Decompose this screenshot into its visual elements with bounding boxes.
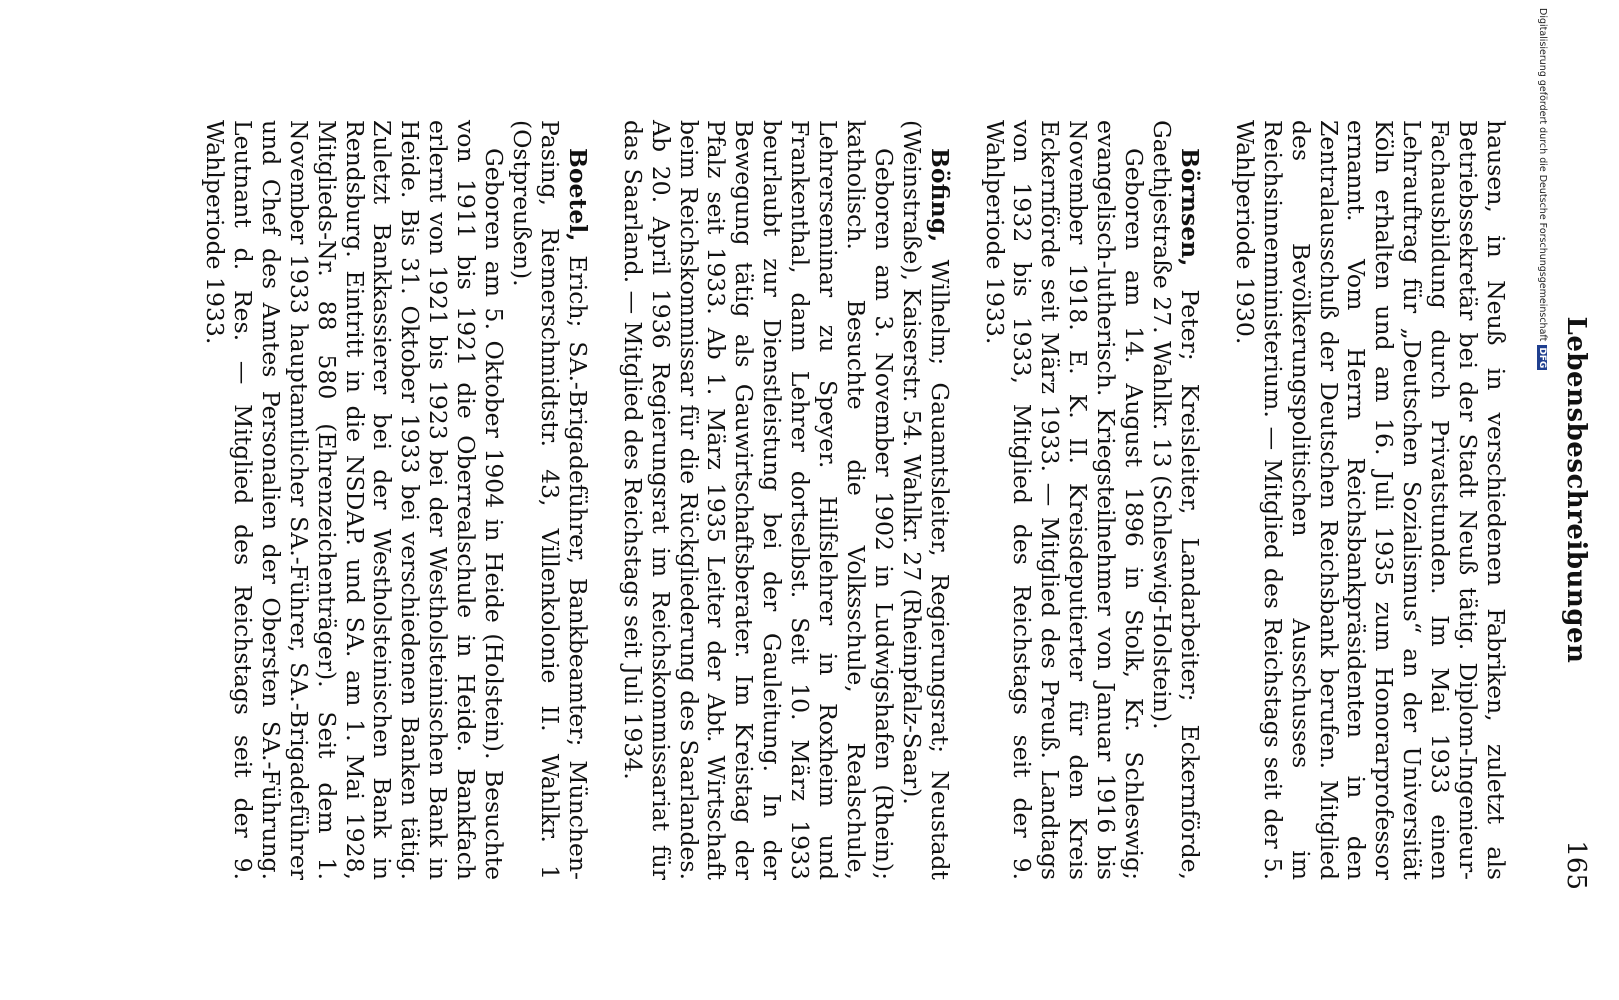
entry-header (507, 120, 591, 880)
entry-details: Wilhelm; Gauamtsleiter, Regierungsrat; Neustadt (Weinstraße), Kaiserstr. 54. Wahlkr. 27 (Rheinpfalz-Saar). (897, 120, 954, 880)
page-body (200, 120, 1509, 880)
biography-entry-boesing (618, 120, 953, 880)
entry-body: Geboren am 14. August 1896 in Stolk, Kr. Schleswig; evangelisch-lutherisch. Kriegsteilnehmer von Januar 1916 bis November 1918. E. K. II. Kreisdeputierter für den Kreis Eckernförde seit März 1933. — Mitglied des Preuß. Landtags von 1932 bis 1933, Mitglied des Reichstags seit der 9. Wahlperiode 1933. (980, 120, 1149, 880)
running-title: Lebensbeschreibungen (1561, 316, 1591, 664)
page-header (1551, 90, 1591, 890)
entry-body: Geboren am 5. Oktober 1904 in Heide (Holstein). Besuchte von 1911 bis 1921 die Oberrealschule in Heide. Bankfach erlernt von 1921 bis 1923 bei der Westholsteinischen Bank in Heide. Bis 31. Oktober 1933 bei verschiedenen Banken tätig. Zuletzt Bankkassierer bei der Westholsteinischen Bank in Rendsburg. Eintritt in die NSDAP. und SA. am 1. Mai 1928, Mitglieds-Nr. 88 580 (Ehrenzeichenträger). Seit dem 1. November 1933 hauptamtlicher SA.-Führer, SA.-Brigadeführer und Chef des Amtes Personalien der Obersten SA.-Führung. Leutnant d. Res. — Mitglied des Reichstags seit der 9. Wahlperiode 1933. (201, 120, 509, 880)
page-number: 165 (1561, 840, 1591, 890)
entry-name: Börnsen, (1175, 148, 1204, 267)
entry-name: Böfing, (925, 148, 954, 243)
entry-body: Geboren am 3. November 1902 in Ludwigshafen (Rhein); katholisch. Besuchte die Volksschule, Realschule, Lehrerseminar zu Speyer. Hilfslehrer in Roxheim und Frankenthal, dann Lehrer dortselbst. Seit 10. März 1933 beurlaubt zur Dienstleistung bei der Gauleitung. In der Bewegung tätig als Gauwirtschaftsberater. Im Kreistag der Pfalz seit 1933. Ab 1. März 1935 Leiter der Abt. Wirtschaft beim Reichskommissar für die Rückgliederung des Saarlandes. Ab 20. April 1936 Regierungsrat im Reichskommissariat für das Saarland. — Mitglied des Reichstags seit Juli 1934. (618, 120, 898, 880)
entry-name: Boetel, (563, 148, 592, 242)
entry-header (1147, 120, 1203, 880)
biography-entry-boetel (200, 120, 591, 880)
digitization-credit (1534, 8, 1548, 1000)
biography-entry-boernsen (980, 120, 1203, 880)
entry-details: Erich; SA.-Brigadeführer, Bankbeamter; München-Pasing, Riemerschmidtstr. 43, Villenkolonie II. Wahlkr. 1 (Ostpreußen). (508, 120, 592, 880)
credit-text: Digitalisierung gefördert durch die Deutsche Forschungsgemeinschaft (1537, 8, 1548, 342)
continuation-paragraph: hausen, in Neuß in verschiedenen Fabriken, zuletzt als Betriebssekretär bei der Stadt Neuß tätig. Diplom-Ingenieur-Fachausbildung durch Privatstunden. Im Mai 1933 einen Lehrauftrag für „Deutschen Sozialismus“ an der Universität Köln erhalten und am 16. Juli 1935 zum Honorarprofessor ernannt. Vom Herrn Reichsbankpräsidenten in den Zentralausschuß der Deutschen Reichsbank berufen. Mitglied des Bevölkerungspolitischen Ausschusses im Reichsinnenministerium. — Mitglied des Reichstags seit der 5. Wahlperiode 1930. (1230, 120, 1510, 880)
dfg-logo-icon: DFG (1537, 347, 1547, 369)
entry-details: Peter; Kreisleiter, Landarbeiter; Eckernförde, Gaethjestraße 27. Wahlkr. 13 (Schleswig-Holstein). (1148, 120, 1204, 880)
entry-header (897, 120, 953, 880)
